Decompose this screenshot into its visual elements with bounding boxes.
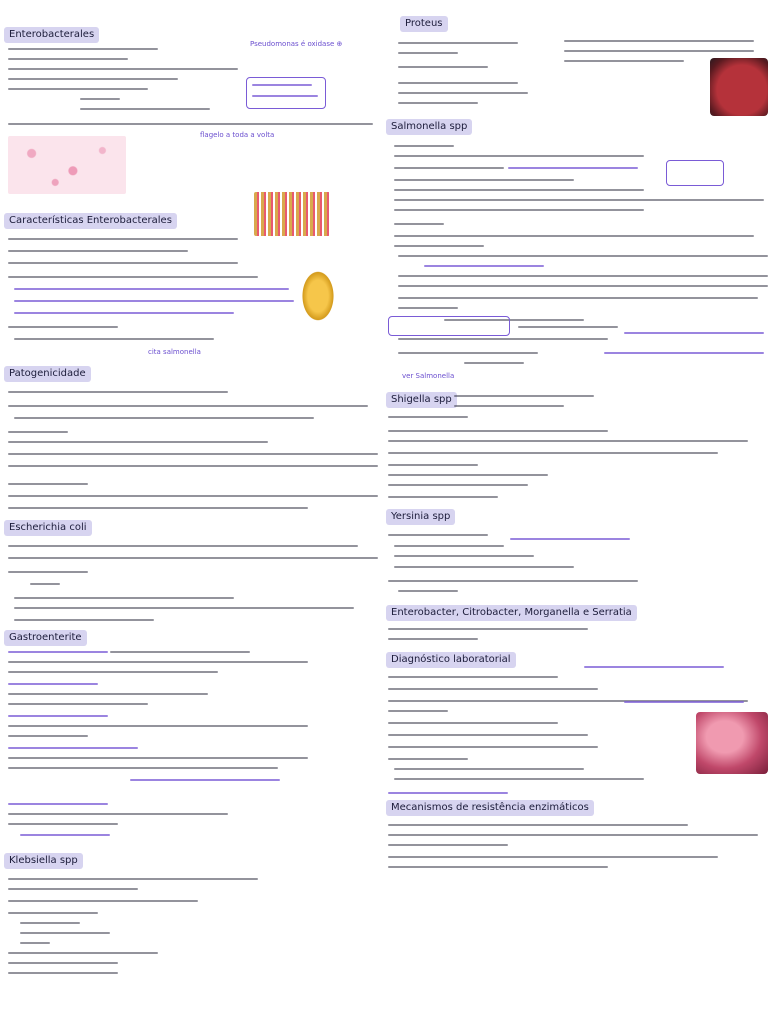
text-line — [518, 326, 618, 328]
text-line — [398, 92, 528, 94]
text-line — [8, 78, 178, 80]
text-line — [394, 179, 574, 181]
text-line — [8, 671, 218, 673]
text-line — [388, 856, 718, 858]
text-line — [8, 962, 118, 964]
text-line — [14, 619, 154, 621]
annot-line — [624, 701, 744, 703]
text-line — [8, 952, 158, 954]
text-line — [110, 651, 250, 653]
text-line — [14, 338, 214, 340]
heading-shigella: Shigella spp — [386, 392, 457, 408]
text-line — [8, 68, 238, 70]
text-line — [14, 607, 354, 609]
text-line — [398, 338, 608, 340]
cell-wall-diagram — [254, 192, 330, 236]
text-line — [464, 362, 524, 364]
text-line — [388, 440, 748, 442]
text-line — [388, 534, 488, 536]
text-line — [80, 98, 120, 100]
text-line — [388, 746, 598, 748]
text-line — [394, 145, 454, 147]
text-line — [388, 722, 558, 724]
text-line — [394, 235, 754, 237]
text-line — [398, 352, 538, 354]
text-line — [8, 326, 118, 328]
bacterium-diagram — [300, 268, 336, 324]
text-line — [8, 88, 148, 90]
text-line — [394, 768, 584, 770]
text-line — [20, 922, 80, 924]
text-line — [8, 823, 118, 825]
annot-line — [510, 538, 630, 540]
text-line — [398, 102, 478, 104]
text-line — [20, 932, 110, 934]
text-line — [398, 275, 768, 277]
text-line — [394, 209, 644, 211]
text-line — [388, 464, 478, 466]
text-line — [398, 307, 458, 309]
text-line — [8, 495, 378, 497]
text-line — [388, 580, 638, 582]
heading-yersinia: Yersinia spp — [386, 509, 455, 525]
text-line — [394, 245, 484, 247]
text-line — [8, 391, 228, 393]
text-line — [388, 416, 468, 418]
text-line — [8, 693, 208, 695]
text-line — [80, 108, 210, 110]
text-line — [8, 878, 258, 880]
text-line — [8, 703, 148, 705]
heading-patogenicidade: Patogenicidade — [4, 366, 91, 382]
text-line — [388, 844, 508, 846]
text-line — [388, 474, 548, 476]
text-line — [394, 155, 644, 157]
annot-line — [584, 666, 724, 668]
text-line — [8, 571, 88, 573]
text-line — [394, 223, 444, 225]
text-line — [8, 238, 238, 240]
text-line — [388, 688, 598, 690]
annot-line — [130, 779, 280, 781]
text-line — [8, 507, 308, 509]
annot-line — [624, 332, 764, 334]
heading-ecoli: Escherichia coli — [4, 520, 92, 536]
annotation-box — [246, 77, 326, 109]
note-pseudomonas: Pseudomonas é oxidase ⊕ — [250, 40, 343, 48]
note-cita-salmonella: cita salmonella — [148, 348, 201, 356]
annot-line — [252, 95, 318, 97]
annot-line — [20, 834, 110, 836]
text-line — [8, 483, 88, 485]
text-line — [8, 262, 238, 264]
text-line — [8, 123, 373, 125]
text-line — [388, 866, 608, 868]
text-line — [388, 834, 758, 836]
text-line — [14, 417, 314, 419]
text-line — [8, 767, 278, 769]
heading-caracteristicas: Características Enterobacterales — [4, 213, 177, 229]
annot-line — [8, 715, 108, 717]
text-line — [8, 431, 68, 433]
annotation-box — [388, 316, 510, 336]
annot-line — [508, 167, 638, 169]
text-line — [398, 66, 488, 68]
text-line — [8, 58, 128, 60]
text-line — [8, 441, 268, 443]
annot-line — [8, 747, 138, 749]
text-line — [8, 888, 138, 890]
text-line — [388, 496, 498, 498]
annot-line — [604, 352, 764, 354]
note-flagelo: flagelo a toda a volta — [200, 131, 275, 139]
text-line — [8, 813, 228, 815]
text-line — [394, 189, 644, 191]
text-line — [20, 942, 50, 944]
heading-gastroenterite: Gastroenterite — [4, 630, 87, 646]
text-line — [388, 430, 608, 432]
heading-klebsiella: Klebsiella spp — [4, 853, 83, 869]
text-line — [8, 912, 98, 914]
macconkey-plate-image — [696, 712, 768, 774]
text-line — [8, 735, 88, 737]
text-line — [8, 545, 358, 547]
text-line — [8, 276, 258, 278]
heading-enterobacter: Enterobacter, Citrobacter, Morganella e Serratia — [386, 605, 637, 621]
gram-stain-image — [8, 136, 126, 194]
annot-line — [388, 792, 508, 794]
text-line — [8, 661, 308, 663]
annot-line — [8, 651, 108, 653]
text-line — [394, 167, 504, 169]
heading-proteus: Proteus — [400, 16, 448, 32]
heading-salmonella: Salmonella spp — [386, 119, 472, 135]
text-line — [388, 710, 448, 712]
text-line — [388, 484, 528, 486]
text-line — [8, 972, 118, 974]
text-line — [564, 60, 684, 62]
heading-resistencia: Mecanismos de resistência enzimáticos — [386, 800, 594, 816]
text-line — [394, 555, 534, 557]
text-line — [398, 52, 458, 54]
annot-line — [14, 288, 289, 290]
text-line — [394, 545, 504, 547]
text-line — [30, 583, 60, 585]
text-line — [398, 297, 758, 299]
text-line — [564, 40, 754, 42]
text-line — [8, 250, 188, 252]
note-salmonella-ver: ver Salmonella — [402, 372, 455, 380]
text-line — [8, 725, 308, 727]
text-line — [8, 900, 198, 902]
text-line — [8, 557, 378, 559]
annotation-box — [666, 160, 724, 186]
annot-line — [14, 300, 294, 302]
text-line — [388, 628, 588, 630]
heading-diagnostico: Diagnóstico laboratorial — [386, 652, 516, 668]
text-line — [454, 405, 564, 407]
text-line — [398, 255, 768, 257]
text-line — [388, 676, 558, 678]
text-line — [388, 824, 688, 826]
text-line — [398, 285, 768, 287]
annot-line — [424, 265, 544, 267]
annot-line — [14, 312, 234, 314]
text-line — [394, 778, 644, 780]
text-line — [388, 452, 718, 454]
text-line — [8, 757, 308, 759]
text-line — [388, 734, 588, 736]
text-line — [394, 566, 574, 568]
text-line — [398, 42, 518, 44]
annot-line — [8, 803, 108, 805]
text-line — [8, 453, 378, 455]
text-line — [388, 638, 478, 640]
text-line — [8, 48, 158, 50]
text-line — [14, 597, 234, 599]
text-line — [564, 50, 754, 52]
annot-line — [252, 84, 312, 86]
annot-line — [8, 683, 98, 685]
text-line — [8, 465, 378, 467]
heading-enterobacterales: Enterobacterales — [4, 27, 99, 43]
text-line — [388, 758, 468, 760]
text-line — [8, 405, 368, 407]
text-line — [394, 199, 764, 201]
agar-plate-image — [710, 58, 768, 116]
text-line — [398, 590, 458, 592]
text-line — [454, 395, 594, 397]
text-line — [398, 82, 518, 84]
